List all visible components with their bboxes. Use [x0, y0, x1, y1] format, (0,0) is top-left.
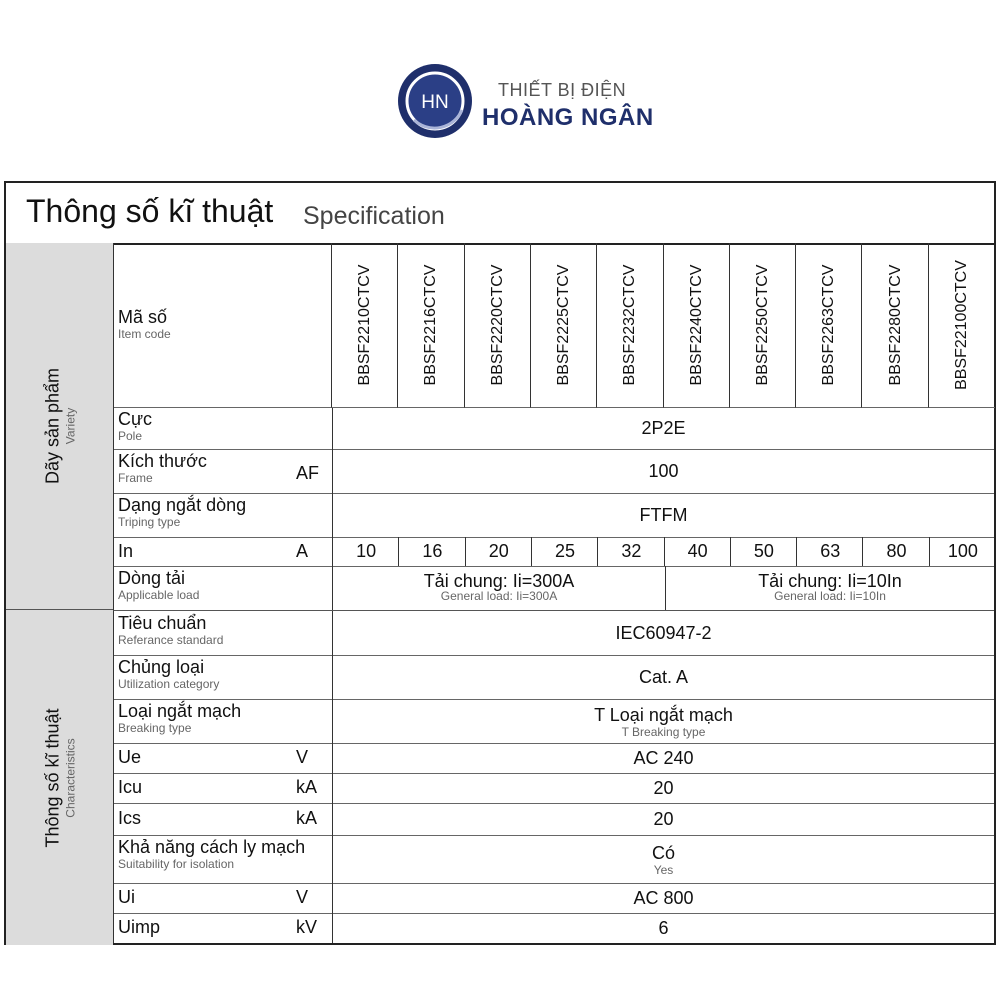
frame-value: 100: [648, 460, 679, 481]
load-right-value: Tải chung: Ii=10In: [758, 571, 902, 591]
ics-value: 20: [653, 808, 674, 829]
item-code-text: BBSF2220CTCV: [488, 264, 506, 386]
spec-title-bar: [6, 183, 994, 245]
pole-label-en: Pole: [118, 429, 143, 443]
item-code-cell: [530, 243, 597, 408]
in-unit: A: [296, 541, 309, 561]
row-load: [113, 566, 994, 611]
row-breaking: [113, 699, 994, 744]
item-code-text: BBSF2232CTCV: [621, 264, 639, 386]
icu-label: Icu: [118, 777, 143, 797]
row-standard: [113, 611, 994, 656]
group-variety-label: Dãy sản phẩm: [42, 367, 62, 485]
in-value-cell: 20: [465, 537, 532, 566]
item-code-cell: [928, 243, 995, 408]
row-pole: [113, 407, 994, 450]
uimp-label: Uimp: [118, 917, 161, 937]
uimp-value: 6: [658, 917, 669, 938]
ui-unit: V: [296, 887, 309, 907]
row-ui: [113, 883, 994, 914]
pole-value: 2P2E: [641, 417, 686, 438]
item-code-cell: [464, 243, 531, 408]
in-value-cell: 100: [929, 537, 996, 566]
item-code-text: BBSF2250CTCV: [753, 264, 771, 386]
standard-label: Tiêu chuẩn: [118, 613, 207, 633]
isolation-label-en: Suitability for isolation: [118, 857, 235, 871]
load-left: [333, 566, 666, 610]
brand-line2: HOÀNG NGÂN: [482, 104, 654, 131]
breaking-value-en: T Breaking type: [621, 724, 706, 739]
breaking-label-en: Breaking type: [118, 721, 192, 735]
ue-value: AC 240: [633, 747, 694, 768]
item-code-cell: [861, 243, 928, 408]
row-in: [113, 537, 994, 567]
group-characteristics-label-en: Characteristics: [63, 737, 77, 818]
pole-label: Cực: [118, 409, 153, 429]
in-value-cell: 32: [597, 537, 664, 566]
item-code-cell: [729, 243, 796, 408]
isolation-label: Khả năng cách ly mạch: [118, 837, 306, 857]
in-label: In: [118, 541, 134, 561]
row-icu: [113, 773, 994, 804]
spec-table: [4, 181, 996, 945]
item-code-label: Mã số: [118, 307, 168, 327]
group-variety: [6, 243, 113, 610]
item-code-cell: [596, 243, 663, 408]
in-value-cell: 16: [398, 537, 465, 566]
in-value-cell: 40: [664, 537, 731, 566]
item-code-text: BBSF2210CTCV: [356, 264, 374, 386]
item-code-cell: [397, 243, 464, 408]
item-code-cell: [795, 243, 862, 408]
item-code-cell: [331, 243, 398, 408]
group-characteristics-label: Thông số kĩ thuật: [42, 707, 62, 848]
standard-value: IEC60947-2: [615, 622, 712, 643]
row-category: [113, 655, 994, 700]
in-value-cell: 25: [531, 537, 598, 566]
in-cells: [332, 537, 994, 566]
item-code-text: BBSF2263CTCV: [820, 264, 838, 386]
row-frame: [113, 449, 994, 494]
category-label-en: Utilization category: [118, 677, 220, 691]
item-code-text: BBSF2280CTCV: [886, 264, 904, 386]
item-code-text: BBSF2216CTCV: [422, 264, 440, 386]
load-label-en: Applicable load: [118, 588, 200, 602]
logo-mark-text: HN: [421, 92, 449, 113]
ui-value: AC 800: [633, 887, 694, 908]
in-value-cell: 80: [862, 537, 929, 566]
item-code-text: BBSF22100CTCV: [952, 260, 970, 390]
triping-label: Dạng ngắt dòng: [118, 495, 247, 515]
brand-line1: THIẾT BỊ ĐIỆN: [498, 80, 627, 100]
spec-title: Thông số kĩ thuật: [26, 193, 274, 229]
uimp-unit: kV: [296, 917, 318, 937]
breaking-label: Loại ngắt mạch: [118, 701, 242, 721]
row-ics: [113, 803, 994, 836]
row-ue: [113, 743, 994, 774]
row-triping: [113, 493, 994, 538]
category-value: Cat. A: [638, 666, 689, 687]
isolation-value: Có: [651, 842, 675, 863]
row-uimp: [113, 913, 994, 943]
frame-label: Kích thước: [118, 451, 207, 471]
row-isolation: [113, 835, 994, 884]
in-value-cell: 63: [796, 537, 863, 566]
ue-unit: V: [296, 747, 309, 767]
item-code-text: BBSF2240CTCV: [687, 264, 705, 386]
load-left-value-en: General load: Ii=300A: [440, 589, 558, 603]
in-value-cell: 50: [730, 537, 797, 566]
ue-label: Ue: [118, 747, 142, 767]
item-code-text: BBSF2225CTCV: [555, 264, 573, 386]
item-code-cell: [663, 243, 730, 408]
ics-label: Ics: [118, 808, 142, 828]
ui-label: Ui: [118, 887, 135, 907]
breaking-value: T Loại ngắt mạch: [594, 704, 733, 725]
group-variety-label-en: Variety: [63, 407, 77, 445]
ics-unit: kA: [296, 808, 318, 828]
hn-logo-icon: [396, 62, 474, 140]
icu-value: 20: [653, 777, 674, 798]
group-characteristics: [6, 610, 113, 945]
item-code-label-en: Item code: [118, 327, 171, 341]
in-value-cell: 10: [332, 537, 399, 566]
triping-value: FTFM: [639, 504, 688, 525]
category-label: Chủng loại: [118, 657, 205, 677]
standard-label-en: Referance standard: [118, 633, 224, 647]
icu-unit: kA: [296, 777, 318, 797]
load-right-value-en: General load: Ii=10In: [774, 589, 886, 603]
load-left-value: Tải chung: Ii=300A: [423, 571, 575, 591]
frame-unit: AF: [296, 463, 320, 483]
isolation-value-en: Yes: [653, 862, 674, 877]
spec-subtitle: Specification: [303, 202, 445, 230]
load-right: [666, 566, 994, 610]
frame-label-en: Frame: [118, 471, 153, 485]
load-label: Dòng tải: [118, 568, 186, 588]
triping-label-en: Triping type: [118, 515, 181, 529]
brand-logo: [396, 62, 666, 142]
